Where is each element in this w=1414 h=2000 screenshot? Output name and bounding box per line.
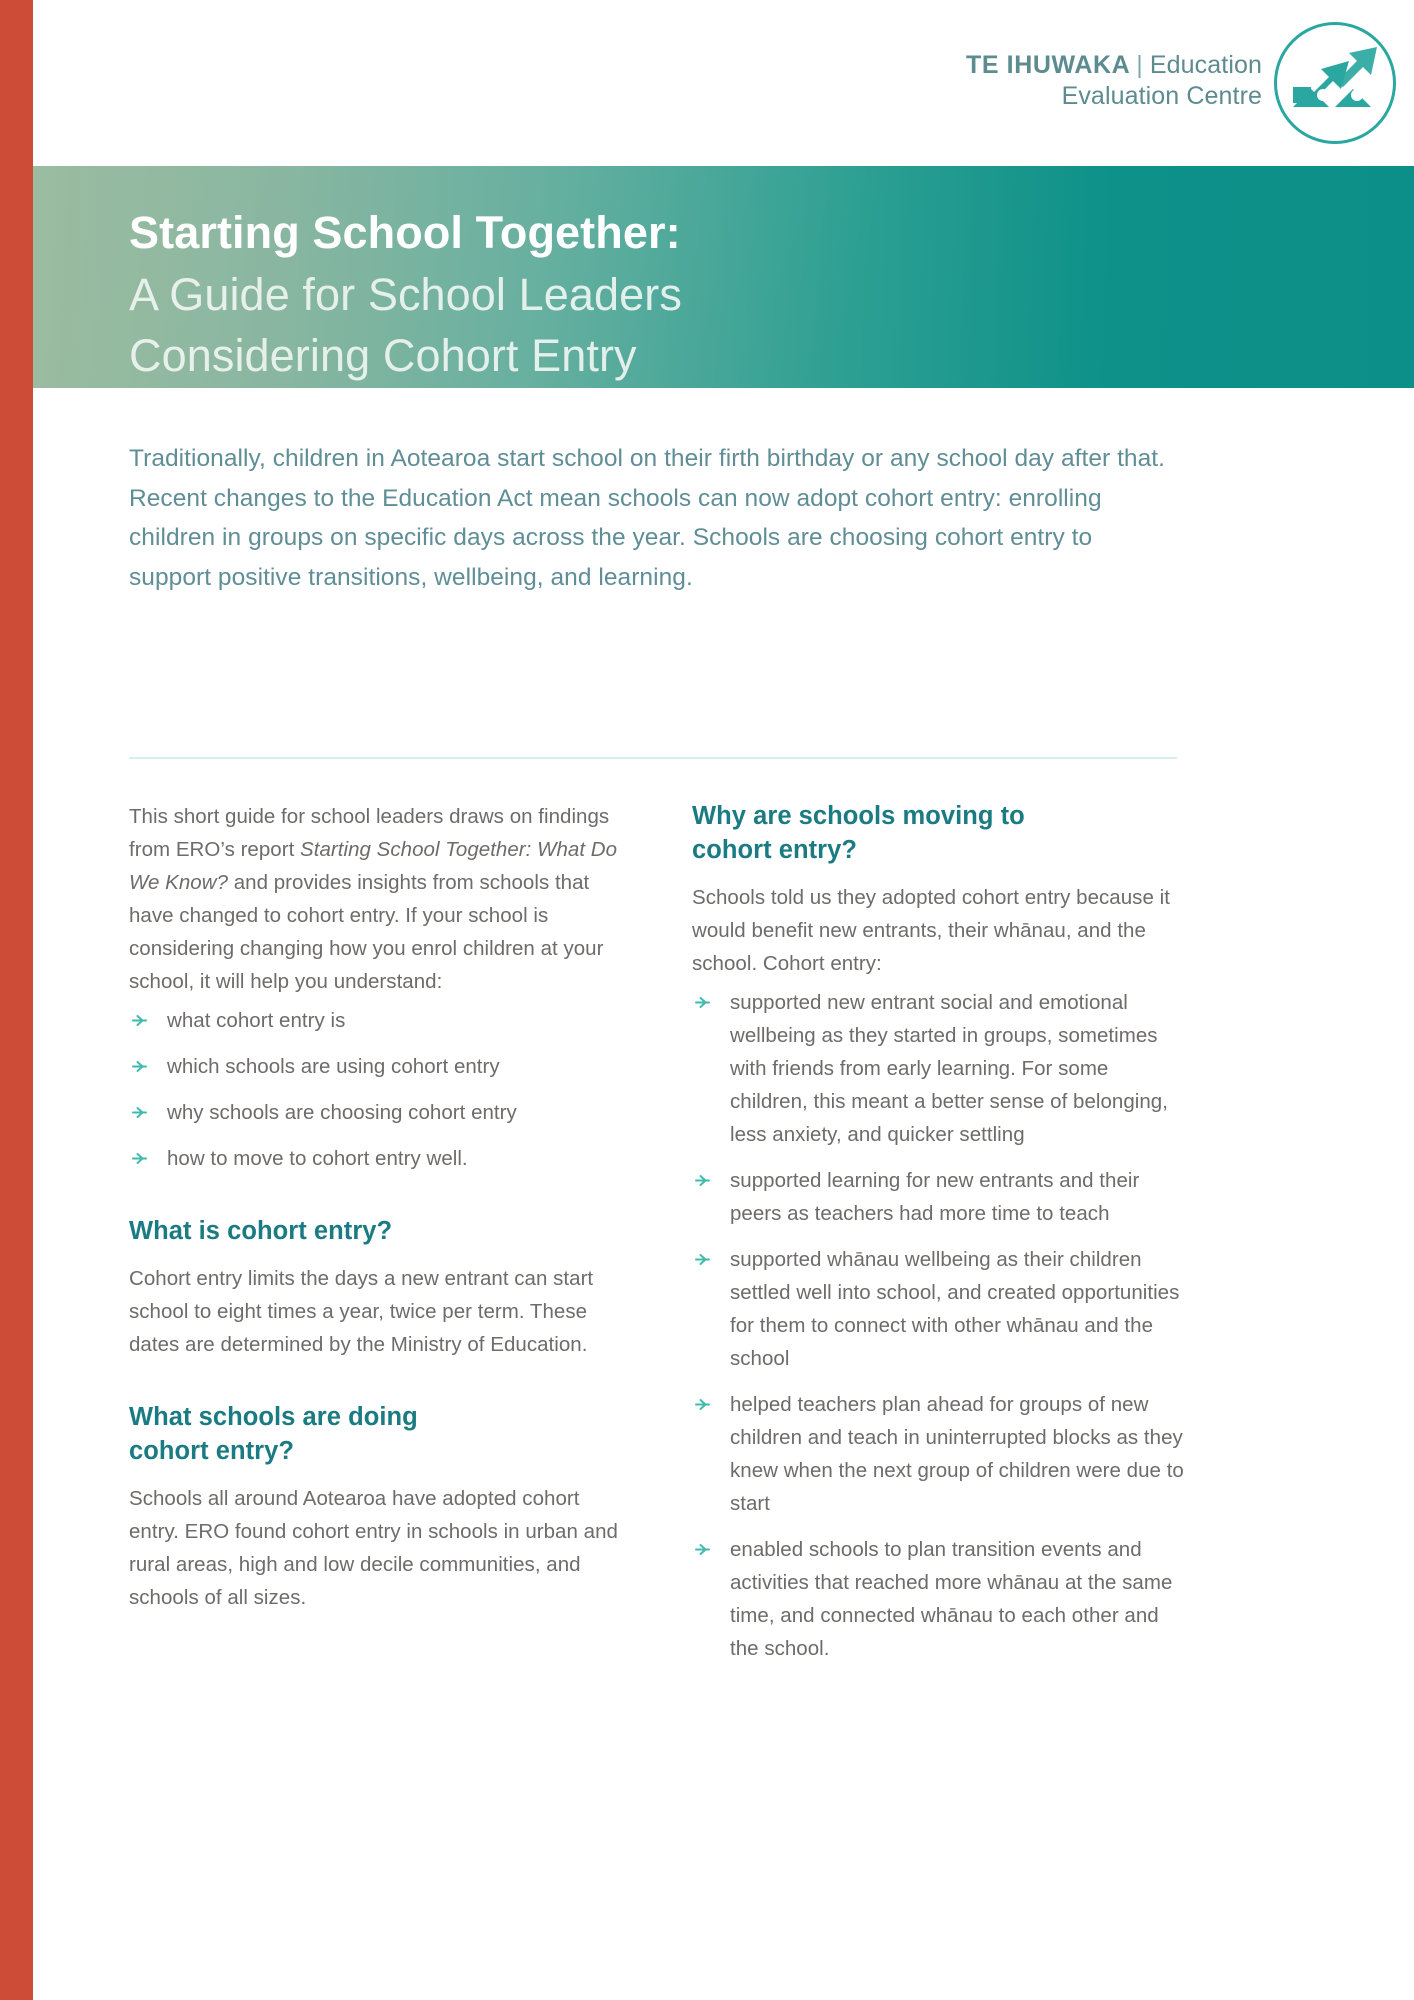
list-item	[129, 1096, 627, 1129]
section-divider	[129, 757, 1177, 759]
lede-paragraph: Traditionally, children in Aotearoa start school on their firth birthday or any school day after that. Recent changes to the Education Act mean schools can now adopt cohort entry: enrolling children in groups on specific days across the year. Schools are choosing cohort entry to support positive transitions, wellbeing, and learning.	[129, 445, 1166, 592]
title-line-3: Considering Cohort Entry	[129, 330, 637, 382]
brand-lockup	[966, 50, 1262, 111]
left-intro-bullet-list	[129, 1004, 627, 1175]
title-line-1: Starting School Together:	[129, 207, 681, 258]
section-heading-line-2: cohort entry?	[129, 1436, 294, 1465]
list-item	[692, 1164, 1190, 1230]
section-heading-line-2: cohort entry?	[692, 835, 857, 864]
list-item	[692, 1533, 1190, 1665]
list-item	[129, 1050, 627, 1083]
section-heading-what-schools-are-doing	[129, 1401, 627, 1469]
list-item	[692, 986, 1190, 1151]
brand-name-maori: TE IHUWAKA	[965, 51, 1131, 79]
section-heading-line-1: Why are schools moving to	[692, 802, 1025, 830]
left-accent-stripe	[0, 0, 33, 2000]
arrow-bullet-icon	[694, 1172, 711, 1189]
section-body-what-is-cohort-entry: Cohort entry limits the days a new entrant can start school to eight times a year, twice per term. These dates are determined by the Ministry of Education.	[129, 1266, 594, 1356]
section-heading-what-is-cohort-entry: What is cohort entry?	[129, 1217, 393, 1245]
masthead	[33, 0, 1414, 166]
brand-name-english-line1: Education	[1149, 51, 1262, 79]
arrow-bullet-icon	[131, 1058, 148, 1075]
brand-divider: |	[1136, 51, 1143, 79]
list-item-label: supported new entrant social and emotional wellbeing as they started in groups, sometimes with friends from early learning. For some children, this meant a better sense of belonging, less anxiety, and quicker settling	[730, 990, 1168, 1146]
list-item	[129, 1142, 627, 1175]
arrow-bullet-icon	[694, 1396, 711, 1413]
arrow-bullet-icon	[694, 994, 711, 1011]
right-intro-paragraph: Schools told us they adopted cohort entry because it would benefit new entrants, their whānau, and the school. Cohort entry:	[692, 885, 1170, 975]
title-line-2: A Guide for School Leaders	[129, 268, 682, 320]
list-item	[692, 1388, 1190, 1520]
section-heading-why-moving	[692, 800, 1190, 868]
left-intro-part-b: and provides insights from schools that have changed to cohort entry. If your school is considering changing how you enrol children at your school, it will help you understand:	[129, 871, 604, 993]
list-item-label: what cohort entry is	[167, 1009, 346, 1032]
list-item-label: supported learning for new entrants and their peers as teachers had more time to teach	[730, 1168, 1140, 1225]
arrow-bullet-icon	[131, 1012, 148, 1029]
list-item-label: which schools are using cohort entry	[167, 1055, 500, 1078]
arrow-bullet-icon	[131, 1104, 148, 1121]
title-banner	[33, 166, 1414, 388]
left-intro-paragraph	[129, 800, 627, 998]
list-item	[692, 1243, 1190, 1375]
brand-line-primary	[966, 50, 1262, 81]
brand-name-english-line2: Evaluation Centre	[1061, 81, 1262, 110]
arrow-bullet-icon	[694, 1541, 711, 1558]
list-item-label: how to move to cohort entry well.	[167, 1147, 468, 1170]
ero-circle-chevron-logo-icon	[1274, 22, 1396, 144]
right-column	[692, 800, 1190, 1665]
arrow-bullet-icon	[694, 1251, 711, 1268]
list-item-label: supported whānau wellbeing as their children settled well into school, and created opportunities for them to connect with other whānau and the school	[730, 1247, 1180, 1370]
report-title-italic: Starting School Together: What Do We Know?	[129, 838, 618, 894]
left-intro-part-a: This short guide for school leaders draws on findings from ERO’s report	[129, 805, 610, 861]
section-body-what-schools-are-doing: Schools all around Aotearoa have adopted cohort entry. ERO found cohort entry in schools in urban and rural areas, high and low decile communities, and schools of all sizes.	[129, 1486, 618, 1609]
page-title	[129, 202, 1294, 387]
list-item-label: helped teachers plan ahead for groups of new children and teach in uninterrupted blocks as they knew when the next group of children were due to start	[730, 1392, 1184, 1515]
left-column	[129, 800, 627, 1614]
arrow-bullet-icon	[131, 1150, 148, 1167]
list-item-label: why schools are choosing cohort entry	[167, 1101, 517, 1124]
list-item	[129, 1004, 627, 1037]
section-heading-line-1: What schools are doing	[129, 1402, 418, 1431]
list-item-label: enabled schools to plan transition events and activities that reached more whānau at the same time, and connected whānau to each other and the school.	[730, 1537, 1173, 1660]
right-benefits-bullet-list	[692, 986, 1190, 1665]
